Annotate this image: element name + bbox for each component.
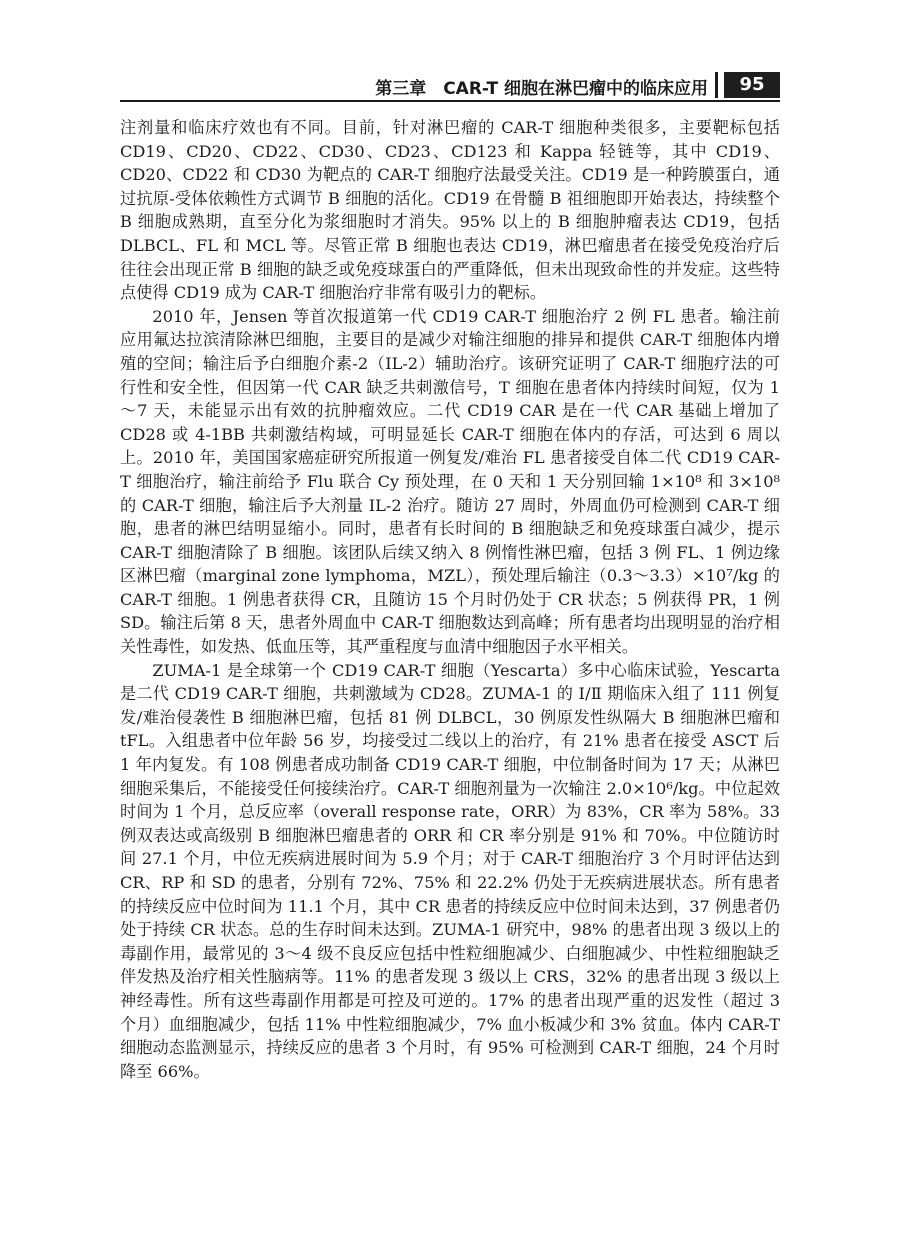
page-number: 95 [724, 72, 780, 98]
header-divider [715, 72, 718, 98]
paragraph-continuation: 注剂量和临床疗效也有不同。目前，针对淋巴瘤的 CAR-T 细胞种类很多，主要靶标包括 CD19、CD20、CD22、CD30、CD23、CD123 和 Kappa 轻链等，其中 CD19、CD20、CD22 和 CD30 为靶点的 CAR-T 细胞疗法最受关注。CD19 是一种跨膜蛋白，通过抗原-受体依赖性方式调节 B 细胞的活化。CD19 在骨髓 B 祖细胞即开始表达，持续整个 B 细胞成熟期，直至分化为浆细胞时才消失。95% 以上的 B 细胞肿瘤表达 CD19，包括 DLBCL、FL 和 MCL 等。尽管正常 B 细胞也表达 CD19，淋巴瘤患者在接受免疫治疗后往往会出现正常 B 细胞的缺乏或免疫球蛋白的严重降低，但未出现致命性的并发症。这些特点使得 CD19 成为 CAR-T 细胞治疗非常有吸引力的靶标。 [120, 118, 780, 303]
paragraph-zuma1-trial: ZUMA-1 是全球第一个 CD19 CAR-T 细胞（Yescarta）多中心临床试验，Yescarta 是二代 CD19 CAR-T 细胞，共刺激域为 CD28。ZUMA-1 的 Ⅰ/Ⅱ 期临床入组了 111 例复发/难治侵袭性 B 细胞淋巴瘤，包括 81 例 DLBCL，30 例原发性纵隔大 B 细胞淋巴瘤和 tFL。入组患者中位年龄 56 岁，均接受过二线以上的治疗，有 21% 患者在接受 ASCT 后 1 年内复发。有 108 例患者成功制备 CD19 CAR-T 细胞，中位制备时间为 17 天；从淋巴细胞采集后，不能接受任何接续治疗。CAR-T 细胞剂量为一次输注 2.0×10⁶/kg。中位起效时间为 1 个月，总反应率（overall response rate，ORR）为 83%，CR 率为 58%。33 例双表达或高级别 B 细胞淋巴瘤患者的 ORR 和 CR 率分别是 91% 和 70%。中位随访时间 27.1 个月，中位无疾病进展时间为 5.9 个月；对于 CAR-T 细胞治疗 3 个月时评估达到 CR、RP 和 SD 的患者，分别有 72%、75% 和 22.2% 仍处于无疾病进展状态。所有患者的持续反应中位时间为 11.1 个月，其中 CR 患者的持续反应中位时间未达到，37 例患者仍处于持续 CR 状态。总的生存时间未达到。ZUMA-1 研究中，98% 的患者出现 3 级以上的毒副作用，最常见的 3～4 级不良反应包括中性粒细胞减少、白细胞减少、中性粒细胞缺乏伴发热及治疗相关性脑病等。11% 的患者发现 3 级以上 CRS，32% 的患者出现 3 级以上神经毒性。所有这些毒副作用都是可控及可逆的。17% 的患者出现严重的迟发性（超过 3 个月）血细胞减少，包括 11% 中性粒细胞减少，7% 血小板减少和 3% 贫血。体内 CAR-T 细胞动态监测显示，持续反应的患者 3 个月时，有 95% 可检测到 CAR-T 细胞，24 个月时降至 66%。 [120, 660, 780, 1081]
running-header [120, 72, 780, 106]
header-rule [120, 100, 780, 102]
paragraph-jensen-study: 2010 年，Jensen 等首次报道第一代 CD19 CAR-T 细胞治疗 2 例 FL 患者。输注前应用氟达拉滨清除淋巴细胞，主要目的是减少对输注细胞的排异和提供 CAR-T 细胞体内增殖的空间；输注后予白细胞介素-2（IL-2）辅助治疗。该研究证明了 CAR-T 细胞疗法的可行性和安全性，但因第一代 CAR 缺乏共刺激信号，T 细胞在患者体内持续时间短，仅为 1～7 天，未能显示出有效的抗肿瘤效应。二代 CD19 CAR 是在一代 CAR 基础上增加了 CD28 或 4-1BB 共刺激结构域，可明显延长 CAR-T 细胞在体内的存活，可达到 6 周以上。2010 年，美国国家癌症研究所报道一例复发/难治 FL 患者接受自体二代 CD19 CAR-T 细胞治疗，输注前给予 Flu 联合 Cy 预处理，在 0 天和 1 天分别回输 1×10⁸ 和 3×10⁸ 的 CAR-T 细胞，输注后予大剂量 IL-2 治疗。随访 27 周时，外周血仍可检测到 CAR-T 细胞，患者的淋巴结明显缩小。同时，患者有长时间的 B 细胞缺乏和免疫球蛋白减少，提示 CAR-T 细胞清除了 B 细胞。该团队后续又纳入 8 例惰性淋巴瘤，包括 3 例 FL、1 例边缘区淋巴瘤（marginal zone lymphoma，MZL），预处理后输注（0.3～3.3）×10⁷/kg 的 CAR-T 细胞。1 例患者获得 CR，且随访 15 个月时仍处于 CR 状态；5 例获得 PR，1 例 SD。输注后第 8 天，患者外周血中 CAR-T 细胞数达到高峰；所有患者均出现明显的治疗相关性毒性，如发热、低血压等，其严重程度与血清中细胞因子水平相关。 [120, 306, 780, 657]
body-text [120, 116, 780, 1083]
chapter-title: 第三章 CAR-T 细胞在淋巴瘤中的临床应用 [375, 79, 708, 99]
